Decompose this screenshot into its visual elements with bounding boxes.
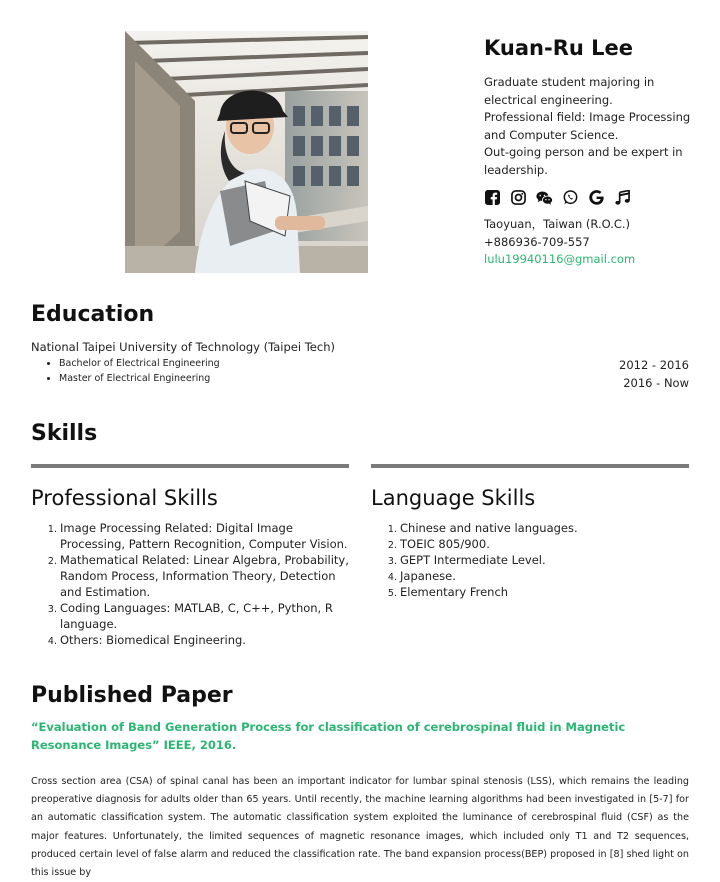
education-heading: Education (31, 302, 155, 327)
language-skills (371, 464, 689, 600)
location-text: Taoyuan，Taiwan (R.O.C.) (484, 217, 631, 231)
professional-skills-list (31, 520, 349, 648)
google-icon[interactable] (588, 189, 605, 206)
professional-skills-heading: Professional Skills (31, 486, 218, 510)
degree-item: • Master of Electrical Engineering (59, 371, 220, 386)
list-item: 1. Image Processing Related: Digital Image Processing, Pattern Recognition, Computer Vision. (60, 520, 349, 552)
paper-title-link[interactable]: “Evaluation of Band Generation Process for classification of cerebrospinal fluid in Magnetic Resonance Images” IEEE, 2016. (31, 720, 626, 752)
school-name: National Taipei University of Technology (Taipei Tech) (31, 340, 335, 354)
list-item: 5. Elementary French (400, 584, 689, 600)
paper-abstract: Cross section area (CSA) of spinal canal has been an important indicator for lumbar spinal stenosis (LSS), which remains the leading preoperative diagnosis for adults older than 65 years. Until recently, the machine learning algorithms had been investigated in [5-7] for an automatic classification system. The automatic classification system exploited the luminance of cerebrospinal fluid (CSF) as the major features. Unfortunately, the limited sequences of magnetic resonance images, which included only T1 and T2 sequences, produced certain level of false alarm and reduced the classification rate. The band expansion process(BEP) proposed in [8] shed light on this issue by (31, 776, 689, 879)
bio-line: Out-going person and be expert in leadership. (484, 145, 683, 177)
social-links (484, 189, 694, 206)
degree-years (619, 357, 689, 392)
degree-list (31, 356, 220, 386)
list-item: 3. Coding Languages: MATLAB, C, C++, Python, R language. (60, 600, 349, 632)
list-item: 4. Japanese. (400, 568, 689, 584)
whatsapp-icon[interactable] (562, 189, 579, 206)
list-item: 4. Others: Biomedical Engineering. (60, 632, 349, 648)
instagram-icon[interactable] (510, 189, 527, 206)
list-item: 3. GEPT Intermediate Level. (400, 552, 689, 568)
bio-line: Graduate student majoring in electrical engineering. (484, 75, 655, 107)
professional-skills (31, 464, 349, 648)
language-skills-list (371, 520, 689, 600)
degree-years-item: 2012 - 2016 (619, 358, 689, 372)
person-name: Kuan-Ru Lee (484, 36, 633, 60)
list-item: 2. TOEIC 805/900. (400, 536, 689, 552)
degree-item: • Bachelor of Electrical Engineering (59, 356, 220, 371)
email-link[interactable]: lulu19940116@gmail.com (484, 252, 636, 266)
list-item: 1. Chinese and native languages. (400, 520, 689, 536)
music-icon[interactable] (614, 189, 631, 206)
skills-heading: Skills (31, 421, 98, 446)
wechat-icon[interactable] (536, 189, 553, 206)
facebook-icon[interactable] (484, 189, 501, 206)
profile-card (484, 34, 694, 269)
bio-line: Professional field: Image Processing and Computer Science. (484, 110, 691, 142)
divider (31, 464, 349, 468)
profile-photo (125, 31, 368, 273)
divider (371, 464, 689, 468)
list-item: 2. Mathematical Related: Linear Algebra, Probability, Random Process, Information Theory, Detection and Estimation. (60, 552, 349, 600)
degree-years-item: 2016 - Now (623, 375, 689, 390)
language-skills-heading: Language Skills (371, 486, 536, 510)
phone-text: +886936-709-557 (484, 234, 590, 249)
published-paper-heading: Published Paper (31, 683, 233, 708)
